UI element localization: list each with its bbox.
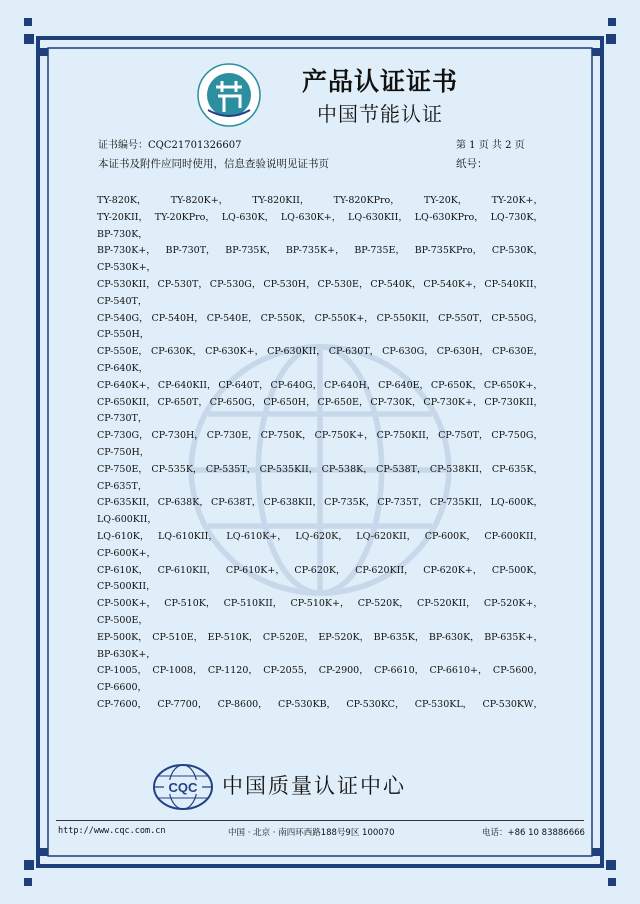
model-item: LQ-630KII， [348, 211, 408, 223]
model-line [97, 210, 543, 227]
model-item: CP-630E， [492, 346, 543, 358]
model-item: CP-640K， [97, 362, 149, 374]
model-item: CP-630K+， [205, 346, 265, 358]
model-line [97, 529, 543, 546]
model-line [97, 227, 543, 244]
model-list [97, 193, 543, 714]
model-item: CP-530KL， [414, 698, 473, 710]
model-item: CP-530E， [317, 278, 369, 290]
model-line [97, 680, 543, 697]
model-item: BP-730K+， [97, 245, 156, 257]
model-item: CP-635K， [491, 463, 543, 475]
model-item: CP-550K， [260, 312, 312, 324]
model-line [97, 361, 543, 378]
model-item: CP-650H， [263, 396, 316, 408]
model-item: CP-530G， [209, 278, 262, 290]
usage-note: 本证书及附件应同时使用，信息查验说明见证书页 [98, 158, 329, 170]
model-item: CP-620K， [294, 564, 346, 576]
model-item: CP-530KB， [277, 698, 337, 710]
model-item: CP-730G， [97, 430, 149, 442]
model-item: CP-520K+， [483, 598, 543, 610]
model-item: CP-750K， [260, 430, 312, 442]
model-item: CP-735T， [377, 497, 428, 509]
model-item: BP-730T， [165, 245, 216, 257]
model-line [97, 260, 543, 277]
model-line [97, 411, 543, 428]
model-item: BP-735KPro， [414, 245, 483, 257]
energy-conservation-logo-icon [196, 62, 262, 128]
model-item: CP-640K+， [97, 379, 157, 391]
model-item: BP-630K， [428, 631, 480, 643]
model-item: LQ-620K， [295, 530, 348, 542]
model-item: LQ-630K， [221, 211, 275, 223]
model-item: CP-520E， [262, 631, 314, 643]
model-item: CP-1120， [207, 665, 258, 677]
model-item: LQ-630K+， [280, 211, 342, 223]
model-item: CP-500E， [97, 614, 148, 626]
model-item: CP-530KII， [97, 278, 156, 290]
model-item: CP-8600， [217, 698, 268, 710]
model-line [97, 697, 543, 714]
model-line [97, 512, 543, 529]
model-item: CP-730KII， [484, 396, 543, 408]
model-line [97, 647, 543, 664]
model-item: CP-535T， [205, 463, 257, 475]
model-item: CP-630K， [150, 346, 203, 358]
model-item: LQ-610K+， [226, 530, 287, 542]
model-item: CP-6610+， [429, 665, 488, 677]
model-item: CP-530K+， [97, 262, 157, 274]
model-line [97, 596, 543, 613]
model-item: CP-750H， [97, 446, 150, 458]
model-item: CP-750E， [97, 463, 148, 475]
model-item: CP-600K， [424, 530, 476, 542]
model-item: CP-730T， [97, 413, 148, 425]
model-item: CP-650K+， [483, 379, 543, 391]
model-item: CP-630G， [382, 346, 434, 358]
model-item: TY-20K， [423, 195, 468, 206]
model-line [97, 546, 543, 563]
svg-text:CQC: CQC [168, 780, 198, 795]
model-item: CP-730K， [370, 396, 422, 408]
footer-url: http://www.cqc.com.cn [58, 826, 166, 836]
model-item: CP-540E， [206, 312, 258, 324]
model-item: CP-610KII， [157, 564, 217, 576]
model-item: BP-730K， [97, 228, 148, 240]
footer-divider [56, 820, 584, 821]
model-item: CP-500KII， [97, 581, 156, 593]
model-item: CP-550G， [491, 312, 543, 324]
model-item: CP-535K， [151, 463, 203, 475]
model-line [97, 563, 543, 580]
model-item: LQ-620KII， [356, 530, 417, 542]
footer-phone: 电话：+86 10 83886666 [482, 828, 585, 838]
certificate-subtitle: 中国节能认证 [317, 102, 443, 126]
model-item: CP-600KII， [484, 530, 543, 542]
model-line [97, 445, 543, 462]
model-item: BP-735E， [354, 245, 405, 257]
model-line [97, 294, 543, 311]
model-item: CP-635T， [97, 480, 148, 492]
issuing-organization: 中国质量认证中心 [222, 774, 406, 798]
model-line [97, 327, 543, 344]
model-item: CP-538KII， [429, 463, 489, 475]
certificate-title: 产品认证证书 [301, 67, 458, 96]
model-item: CP-750KII， [376, 430, 436, 442]
model-item: CP-510KII， [223, 598, 283, 610]
cqc-logo-icon [152, 763, 214, 811]
model-line [97, 193, 543, 210]
page-info: 第 1 页 共 2 页 [456, 140, 525, 151]
model-item: CP-638KII， [263, 497, 323, 509]
model-item: CP-650E， [317, 396, 369, 408]
model-item: TY-820KII， [252, 195, 310, 206]
model-item: CP-5600， [492, 665, 543, 677]
model-item: CP-7700， [157, 698, 208, 710]
model-item: CP-610K， [97, 564, 149, 576]
model-item: CP-630KII， [267, 346, 326, 358]
model-item: CP-540K+， [423, 278, 483, 290]
model-item: CP-550E， [97, 346, 148, 358]
model-item: CP-1008， [152, 665, 203, 677]
model-item: CP-630T， [328, 346, 380, 358]
model-item: CP-530K， [491, 245, 543, 257]
model-line [97, 462, 543, 479]
model-line [97, 277, 543, 294]
model-item: BP-635K， [373, 631, 425, 643]
model-item: CP-600K+， [97, 547, 157, 559]
model-item: CP-500K， [491, 564, 543, 576]
model-item: EP-520K， [318, 631, 370, 643]
model-item: CP-630H， [436, 346, 490, 358]
model-line [97, 663, 543, 680]
model-item: CP-640KII， [157, 379, 217, 391]
model-item: CP-635KII， [97, 497, 156, 509]
model-item: BP-630K+， [97, 648, 156, 660]
model-line [97, 344, 543, 361]
model-item: CP-735KII， [429, 497, 489, 509]
model-item: CP-610K+， [225, 564, 285, 576]
model-item: CP-520KII， [417, 598, 476, 610]
model-item: CP-538T， [376, 463, 427, 475]
model-item: CP-535KII， [259, 463, 319, 475]
model-item: TY-20KII， [97, 211, 148, 223]
model-item: CP-750T， [438, 430, 489, 442]
model-line [97, 613, 543, 630]
model-line [97, 243, 543, 260]
model-item: EP-500K， [97, 631, 148, 643]
model-item: CP-638K， [157, 497, 209, 509]
model-line [97, 395, 543, 412]
model-line [97, 495, 543, 512]
model-item: CP-510K， [164, 598, 216, 610]
model-item: CP-730E， [206, 430, 258, 442]
model-item: CP-650K， [430, 379, 482, 391]
model-item: CP-730K+， [423, 396, 483, 408]
model-item: LQ-730K， [490, 211, 543, 223]
model-item: CP-640E， [378, 379, 430, 391]
model-item: CP-2900， [318, 665, 369, 677]
model-item: CP-530KW， [482, 698, 543, 710]
model-item: CP-735K， [324, 497, 376, 509]
model-item: CP-550KII， [376, 312, 436, 324]
model-line [97, 311, 543, 328]
model-item: CP-530T， [157, 278, 208, 290]
model-item: CP-550H， [97, 329, 150, 341]
model-item: BP-735K+， [285, 245, 345, 257]
model-item: CP-650KII， [97, 396, 156, 408]
model-item: CP-640G， [270, 379, 323, 391]
model-item: CP-540K， [370, 278, 422, 290]
model-item: LQ-600KII， [97, 514, 157, 526]
certificate-number: 证书编号：CQC21701326607 [98, 140, 242, 151]
model-item: CP-1005， [97, 665, 148, 677]
model-item: LQ-600K， [490, 497, 543, 509]
model-item: CP-638T， [210, 497, 262, 509]
model-item: CP-500K+， [97, 598, 157, 610]
model-item: CP-540H， [151, 312, 204, 324]
model-item: CP-640T， [218, 379, 269, 391]
model-item: BP-735K， [225, 245, 277, 257]
model-item: CP-6610， [374, 665, 425, 677]
model-line [97, 378, 543, 395]
model-item: CP-520K， [357, 598, 409, 610]
model-item: CP-650T， [157, 396, 208, 408]
model-item: LQ-630KPro， [414, 211, 484, 223]
model-item: TY-820KPro， [333, 195, 400, 206]
model-item: LQ-610KII， [157, 530, 218, 542]
model-line [97, 428, 543, 445]
model-item: CP-6600， [97, 682, 148, 694]
model-item: BP-635K+， [484, 631, 543, 643]
model-item: CP-540T， [97, 295, 148, 307]
model-item: TY-820K， [97, 195, 147, 206]
model-item: TY-20KPro， [154, 211, 215, 223]
model-line [97, 479, 543, 496]
model-item: CP-510E， [152, 631, 204, 643]
model-item: CP-530KC， [346, 698, 405, 710]
model-item: CP-540KII， [484, 278, 543, 290]
model-item: CP-550K+， [314, 312, 374, 324]
paper-number: 纸号： [456, 158, 488, 170]
model-item: CP-650G， [209, 396, 262, 408]
model-item: CP-550T， [438, 312, 489, 324]
model-line [97, 579, 543, 596]
model-item: TY-20K+， [491, 195, 543, 206]
model-item: CP-750G， [491, 430, 543, 442]
model-item: TY-820K+， [170, 195, 229, 206]
model-item: CP-620KII， [355, 564, 414, 576]
model-item: CP-540G， [97, 312, 149, 324]
model-item: CP-2055， [263, 665, 314, 677]
model-item: LQ-610K， [97, 530, 150, 542]
model-item: CP-530H， [263, 278, 316, 290]
model-item: CP-510K+， [290, 598, 350, 610]
model-item: EP-510K， [207, 631, 259, 643]
model-item: CP-640H， [323, 379, 377, 391]
footer-address: 中国 · 北京 · 南四环西路188号9区 100070 [228, 828, 395, 838]
model-item: CP-538K， [321, 463, 373, 475]
model-item: CP-620K+， [423, 564, 483, 576]
model-item: CP-7600， [97, 698, 148, 710]
model-item: CP-730H， [151, 430, 204, 442]
model-line [97, 630, 543, 647]
model-item: CP-750K+， [314, 430, 374, 442]
